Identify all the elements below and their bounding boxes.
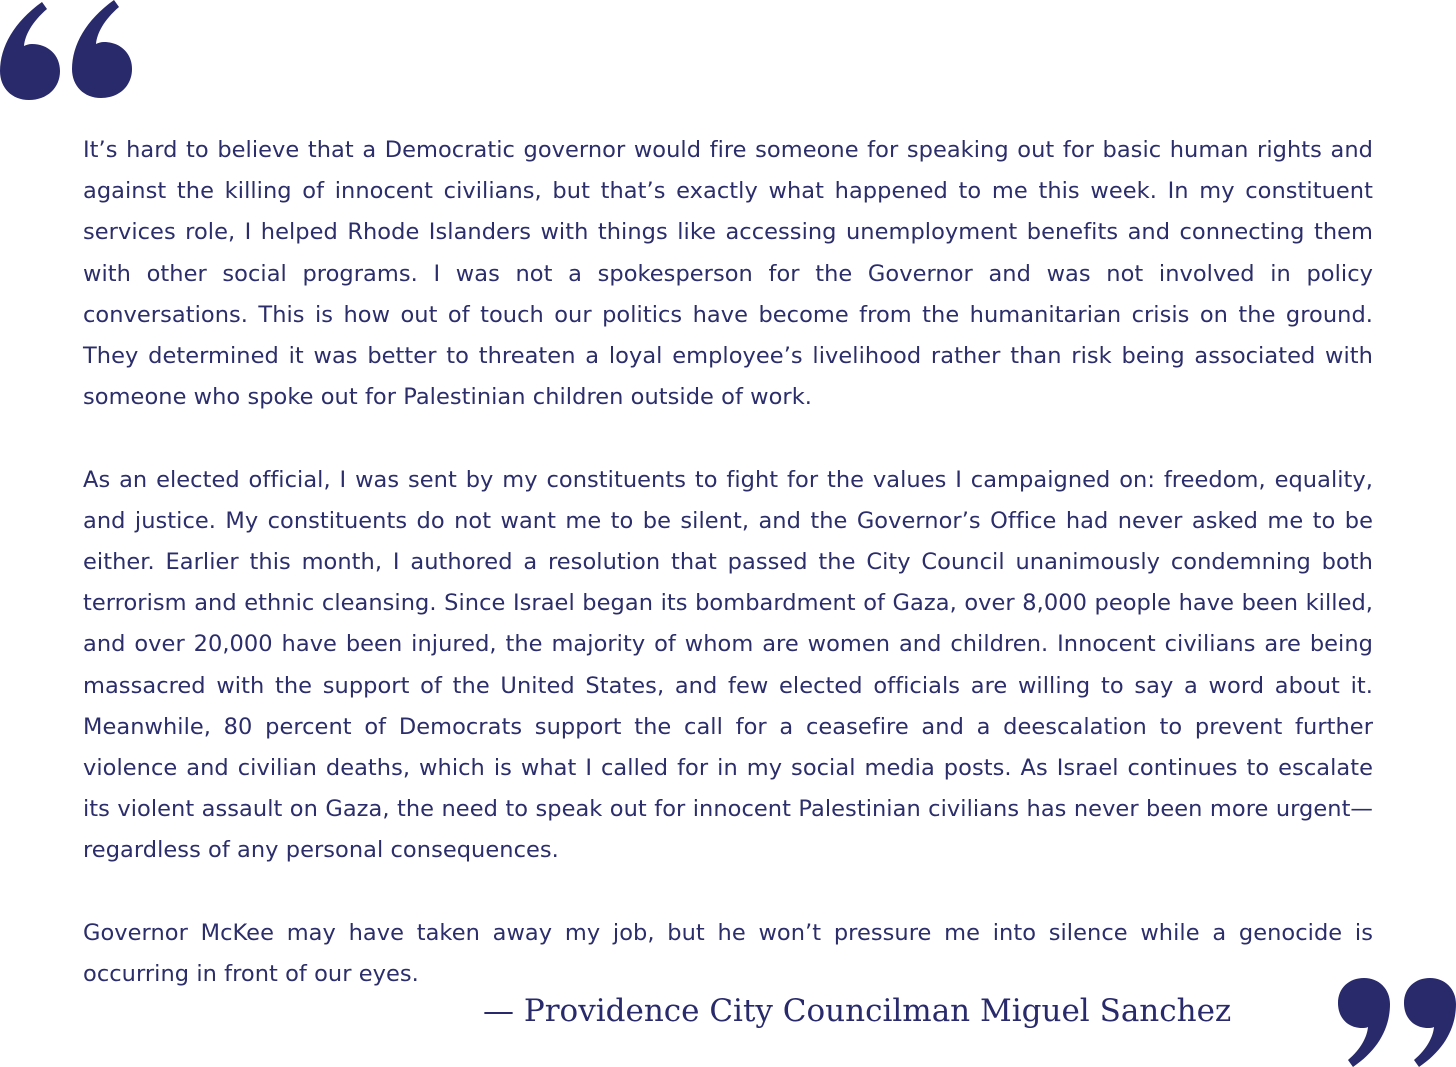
quote-paragraph-3: Governor McKee may have taken away my job, but he won’t pressure me into silence while a genocide is occurring in front of our eyes. bbox=[83, 919, 1373, 988]
quote-body bbox=[83, 130, 1373, 995]
quote-attribution: — Providence City Councilman Miguel Sanchez bbox=[483, 993, 1232, 1029]
quote-paragraph-1: It’s hard to believe that a Democratic governor would fire someone for speaking out for basic human rights and against the killing of innocent civilians, but that’s exactly what happened to me this week. In my constituent services role, I helped Rhode Islanders with things like accessing unemployment benefits and connecting them with other social programs. I was not a spokesperson for the Governor and was not involved in policy conversations. This is how out of touch our politics have become from the humanitarian crisis on the ground. They determined it was better to threaten a loyal employee’s livelihood rather than risk being associated with someone who spoke out for Palestinian children outside of work. bbox=[83, 137, 1373, 411]
quote-paragraph-2: As an elected official, I was sent by my constituents to fight for the values I campaigned on: freedom, equality, and justice. My constituents do not want me to be silent, and the Governor’s Office had never asked me to be either. Earlier this month, I authored a resolution that passed the City Council unanimously condemning both terrorism and ethnic cleansing. Since Israel began its bombardment of Gaza, over 8,000 people have been killed, and over 20,000 have been injured, the majority of whom are women and children. Innocent civilians are being massacred with the support of the United States, and few elected officials are willing to say a word about it. Meanwhile, 80 percent of Democrats support the call for a ceasefire and a deescalation to prevent further violence and civilian deaths, which is what I called for in my social media posts. As Israel continues to escalate its violent assault on Gaza, the need to speak out for innocent Palestinian civilians has never been more urgent—regardless of any personal consequences. bbox=[83, 466, 1373, 864]
close-quote-icon bbox=[1338, 978, 1456, 1067]
open-quote-icon bbox=[0, 0, 132, 100]
